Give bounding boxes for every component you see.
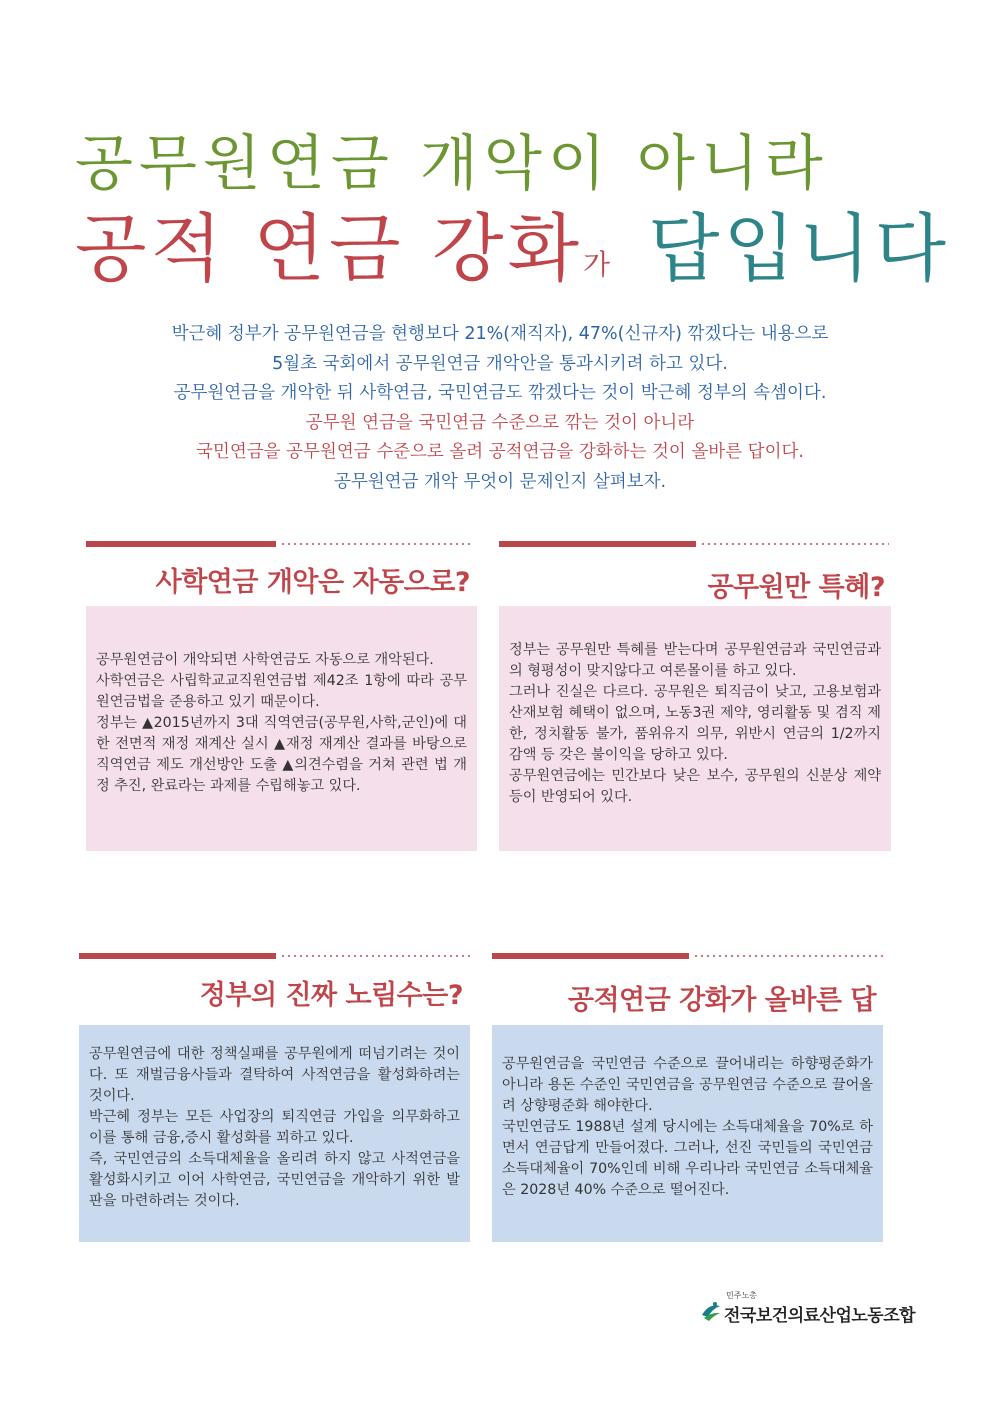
union-emblem-icon xyxy=(700,1300,722,1322)
section-paragraph: 공무원연금에는 민간보다 낮은 보수, 공무원의 신분상 제약 등이 반영되어 있다. xyxy=(509,768,881,805)
section-paragraph: 정부는 공무원만 특혜를 받는다며 공무원연금과 국민연금과의 형평성이 맞지않다고 여론몰이를 하고 있다. xyxy=(509,642,881,679)
section-heading-private-school-pension: 사학연금 개악은 자동으로? xyxy=(155,567,470,598)
section-divider xyxy=(492,953,883,959)
section-divider xyxy=(499,541,889,547)
intro-line: 공무원연금을 개악한 뒤 사학연금, 국민연금도 깎겠다는 것이 박근혜 정부의 속셈이다. xyxy=(173,383,827,403)
intro-paragraph xyxy=(100,320,900,497)
section-heading-government-intent: 정부의 진짜 노림수는? xyxy=(199,980,463,1011)
section-paragraph: 공무원연금이 개악되면 사학연금도 자동으로 개악된다. xyxy=(96,652,434,668)
logo-main-text: 전국보건의료산업노동조합 xyxy=(724,1306,916,1326)
section-box-government-intent xyxy=(79,1025,470,1242)
section-box-civil-servant-privilege xyxy=(499,606,891,851)
section-paragraph: 정부는 ▲2015년까지 3대 직역연금(공무원,사학,군인)에 대한 전면적 재정 재계산 실시 ▲재정 재계산 결과를 바탕으로 직역연금 제도 개선방안 도출 ▲의견수렴을 거쳐 관련 법 개정 추진, 완료라는 과제를 수립해놓고 있다. xyxy=(96,715,467,794)
section-box-public-pension-strengthening xyxy=(492,1025,883,1242)
section-divider xyxy=(86,541,474,547)
title-teal-text: 답입니다 xyxy=(648,206,950,292)
logo-small-text: 민주노총 xyxy=(726,1291,757,1300)
section-paragraph: 그러나 진실은 다르다. 공무원은 퇴직금이 낮고, 고용보험과 산재보험 혜택이 없으며, 노동3권 제약, 영리활동 및 겸직 제한, 정치활동 불가, 품위유지 의무, 위반시 연금의 1/2까지 감액 등 갖은 불이익을 당하고 있다. xyxy=(509,684,881,763)
title-small-text: 가 xyxy=(582,248,611,281)
section-heading-public-pension-strengthening: 공적연금 강화가 올바른 답 xyxy=(567,985,876,1016)
section-paragraph: 박근혜 정부는 모든 사업장의 퇴직연금 가입을 의무화하고 이를 통해 금융,증시 활성화를 꾀하고 있다. xyxy=(89,1109,460,1146)
section-paragraph: 공무원연금에 대한 정책실패를 공무원에게 떠넘기려는 것이다. 또 재벌금융사들과 결탁하여 사적연금을 활성화하려는 것이다. xyxy=(89,1046,460,1104)
title-line-2 xyxy=(75,205,950,294)
intro-line: 국민연금을 공무원연금 수준으로 올려 공적연금을 강화하는 것이 올바른 답이다. xyxy=(196,442,804,462)
section-paragraph: 공무원연금을 국민연금 수준으로 끌어내리는 하향평준화가 아니라 용돈 수준인 국민연금을 공무원연금 수준으로 끌어올려 상향평준화 해야한다. xyxy=(502,1056,873,1114)
intro-line: 공무원연금 개악 무엇이 문제인지 살펴보자. xyxy=(333,471,667,492)
section-paragraph: 즉, 국민연금의 소득대체율을 올리려 하지 않고 사적연금을 활성화시키고 이어 사학연금, 국민연금을 개악하기 위한 발판을 마련하려는 것이다. xyxy=(89,1151,460,1209)
intro-line: 박근혜 정부가 공무원연금을 현행보다 21%(재직자), 47%(신규자) 깎겠다는 내용으로 xyxy=(171,324,829,344)
section-paragraph: 사학연금은 사립학교교직원연금법 제42조 1항에 따라 공무원연금법을 준용하고 있기 때문이다. xyxy=(96,673,467,710)
title-line-1: 공무원연금 개악이 아니라 xyxy=(75,129,829,199)
section-divider xyxy=(79,953,470,959)
section-box-private-school-pension xyxy=(86,606,477,851)
title-red-text: 공적 연금 강화 xyxy=(75,206,583,292)
union-logo xyxy=(700,1290,930,1330)
section-paragraph: 국민연금도 1988년 설계 당시에는 소득대체율을 70%로 하면서 연금답게 만들어졌다. 그러나, 선진 국민들의 국민연금 소득대체율이 70%인데 비해 우리나라 국민연금 소득대체율은 2028년 40% 수준으로 떨어진다. xyxy=(502,1119,873,1198)
intro-line: 5월초 국회에서 공무원연금 개악안을 통과시키려 하고 있다. xyxy=(272,353,728,374)
section-heading-civil-servant-privilege: 공무원만 특혜? xyxy=(707,572,885,603)
intro-line: 공무원 연금을 국민연금 수준으로 깎는 것이 아니라 xyxy=(305,412,695,433)
